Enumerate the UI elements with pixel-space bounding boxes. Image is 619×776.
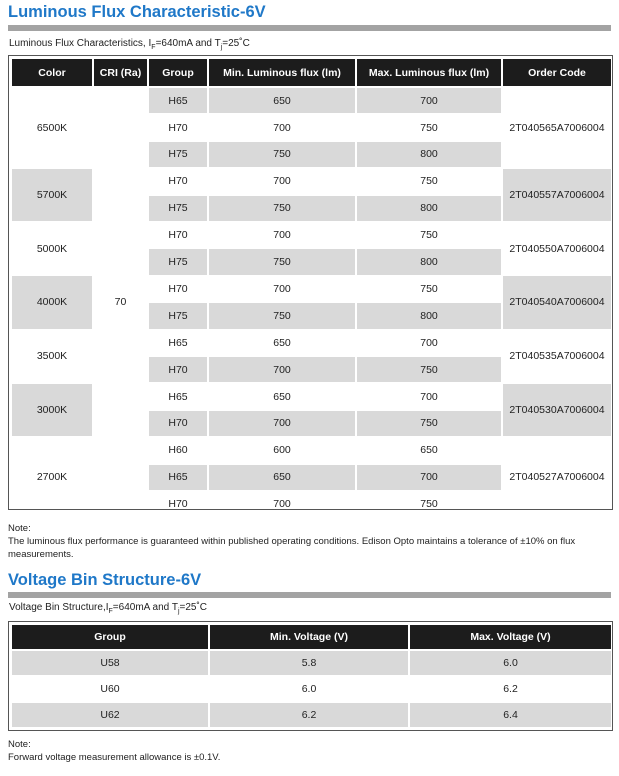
flux-group-cell: H60 <box>168 444 188 457</box>
flux-header-5: Order Code <box>503 59 611 86</box>
flux-max-cell: 750 <box>420 175 438 188</box>
flux-color-cell: 5700K <box>12 169 92 221</box>
flux-header-3: Min. Luminous flux (lm) <box>209 59 355 86</box>
voltage-note-label: Note: <box>8 739 31 750</box>
voltage-note-text: Forward voltage measurement allowance is ±0.1V. <box>8 752 221 763</box>
flux-color-cell: 3500K <box>36 350 68 363</box>
flux-header-0: Color <box>12 59 92 86</box>
flux-min-cell: 750 <box>209 303 355 328</box>
flux-group-cell: H70 <box>168 282 188 295</box>
flux-header-2: Group <box>149 59 207 86</box>
flux-note-text: The luminous flux performance is guaranteed within published operating conditions. Edison Opto maintains a tolerance of ±10% on flux measurements. <box>8 536 576 560</box>
flux-group-cell: H70 <box>168 121 188 134</box>
flux-color-cell: 6500K <box>36 121 68 134</box>
voltage-max-cell: 6.0 <box>410 651 611 675</box>
flux-order-code-cell: 2T040557A7006004 <box>503 169 611 221</box>
flux-order-code-cell: 2T040540A7006004 <box>503 276 611 328</box>
voltage-group-cell: U60 <box>100 683 120 695</box>
flux-group-cell: H70 <box>168 229 188 242</box>
flux-group-cell: H75 <box>149 249 207 274</box>
flux-color-cell: 3000K <box>12 384 92 436</box>
flux-max-cell: 750 <box>357 357 501 382</box>
flux-max-cell: 750 <box>420 121 438 134</box>
voltage-header-2: Max. Voltage (V) <box>410 625 611 649</box>
flux-group-cell: H65 <box>149 465 207 490</box>
flux-max-cell: 750 <box>420 282 438 295</box>
voltage-max-cell: 6.4 <box>410 703 611 727</box>
voltage-title-rule <box>8 592 611 598</box>
flux-group-cell: H65 <box>168 390 188 403</box>
flux-min-cell: 750 <box>209 249 355 274</box>
flux-max-cell: 800 <box>357 249 501 274</box>
flux-min-cell: 700 <box>273 498 291 511</box>
flux-order-code-cell: 2T040527A7006004 <box>509 471 605 484</box>
flux-order-code-cell: 2T040565A7006004 <box>509 121 605 134</box>
flux-group-cell: H75 <box>149 303 207 328</box>
flux-max-cell: 700 <box>357 88 501 113</box>
flux-max-cell: 700 <box>420 390 438 403</box>
voltage-min-cell: 6.0 <box>301 683 317 695</box>
flux-min-cell: 750 <box>209 196 355 221</box>
flux-color-cell: 5000K <box>36 242 68 255</box>
flux-max-cell: 700 <box>420 336 438 349</box>
voltage-header-1: Min. Voltage (V) <box>210 625 408 649</box>
flux-max-cell: 800 <box>357 196 501 221</box>
flux-min-cell: 700 <box>273 282 291 295</box>
flux-min-cell: 650 <box>209 88 355 113</box>
flux-group-cell: H65 <box>168 336 188 349</box>
flux-min-cell: 650 <box>273 336 291 349</box>
flux-subtitle: Luminous Flux Characteristics, $I_F=640mA$ and $T_j=25˚C$ <box>9 38 250 51</box>
flux-order-code-cell: 2T040530A7006004 <box>503 384 611 436</box>
flux-max-cell: 750 <box>420 498 438 511</box>
voltage-group-cell: U58 <box>12 651 208 675</box>
flux-header-1: CRI (Ra) <box>94 59 147 86</box>
flux-section-title: Luminous Flux Characteristic-6V <box>8 3 266 21</box>
flux-min-cell: 700 <box>273 121 291 134</box>
flux-min-cell: 700 <box>209 411 355 436</box>
flux-min-cell: 650 <box>209 465 355 490</box>
flux-min-cell: 700 <box>273 175 291 188</box>
flux-group-cell: H70 <box>168 498 188 511</box>
flux-min-cell: 600 <box>273 444 291 457</box>
flux-group-cell: H65 <box>149 88 207 113</box>
voltage-min-cell: 5.8 <box>210 651 408 675</box>
flux-max-cell: 800 <box>357 303 501 328</box>
flux-cri-cell: 70 <box>114 296 127 309</box>
flux-group-cell: H70 <box>168 175 188 188</box>
flux-color-cell: 2700K <box>36 471 68 484</box>
voltage-section-title: Voltage Bin Structure-6V <box>8 571 202 589</box>
flux-max-cell: 650 <box>420 444 438 457</box>
flux-group-cell: H75 <box>149 196 207 221</box>
flux-max-cell: 750 <box>357 411 501 436</box>
flux-order-code-cell: 2T040535A7006004 <box>509 350 605 363</box>
flux-order-code-cell: 2T040550A7006004 <box>509 242 605 255</box>
flux-header-4: Max. Luminous flux (lm) <box>357 59 501 86</box>
flux-max-cell: 800 <box>357 142 501 167</box>
voltage-header-0: Group <box>12 625 208 649</box>
voltage-subtitle: Voltage Bin $Structure,I_F=640mA$ and $T_j=25˚C$ <box>9 602 208 615</box>
flux-max-cell: 750 <box>420 229 438 242</box>
flux-title-rule <box>8 25 611 31</box>
flux-max-cell: 700 <box>357 465 501 490</box>
flux-note-label: Note: <box>8 523 31 534</box>
flux-min-cell: 700 <box>209 357 355 382</box>
flux-table <box>8 55 613 510</box>
flux-group-cell: H70 <box>149 411 207 436</box>
flux-min-cell: 700 <box>273 229 291 242</box>
voltage-max-cell: 6.2 <box>503 683 518 695</box>
voltage-group-cell: U62 <box>12 703 208 727</box>
flux-group-cell: H75 <box>149 142 207 167</box>
voltage-table <box>8 621 613 731</box>
flux-min-cell: 650 <box>273 390 291 403</box>
flux-group-cell: H70 <box>149 357 207 382</box>
voltage-min-cell: 6.2 <box>210 703 408 727</box>
flux-color-cell: 4000K <box>12 276 92 328</box>
flux-min-cell: 750 <box>209 142 355 167</box>
